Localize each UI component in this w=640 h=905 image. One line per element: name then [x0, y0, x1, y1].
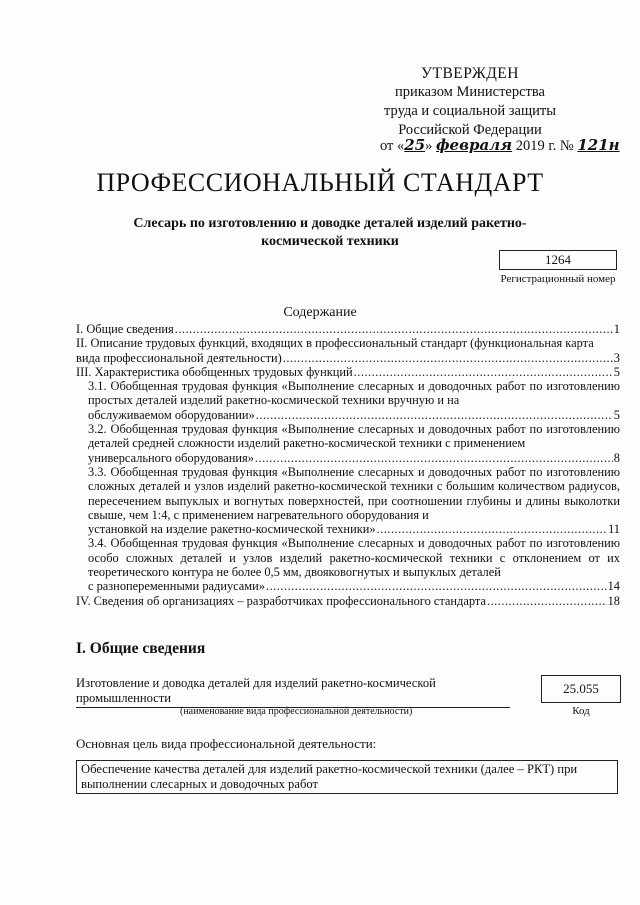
- toc-leader: [255, 451, 613, 465]
- section-heading: I. Общие сведения: [76, 640, 206, 657]
- toc-leader: [256, 408, 613, 422]
- order-line: [380, 136, 620, 155]
- approval-heading: УТВЕРЖДЕН: [421, 65, 519, 82]
- toc-leader: [283, 351, 613, 365]
- toc-page: 5: [613, 407, 620, 422]
- order-mid: »: [425, 138, 433, 154]
- approval-line-3: Российской Федерации: [398, 122, 542, 138]
- document-title: ПРОФЕССИОНАЛЬНЫЙ СТАНДАРТ: [96, 168, 544, 197]
- toc-leader: [266, 579, 607, 593]
- goal-box: Обеспечение качества деталей для изделий ракетно-космической техники (далее – РКТ) при выполнении слесарных и доводочных работ: [76, 760, 618, 794]
- toc-entry-text: 3.1. Обобщенная трудовая функция «Выполнение слесарных и доводочных работ по изготовлению простых деталей изделий ракетно-космической техники вручную и на: [88, 379, 620, 408]
- toc-entry-text: универсального оборудования»: [88, 450, 254, 465]
- toc-page: 5: [613, 364, 620, 379]
- toc-entry[interactable]: [76, 465, 620, 536]
- order-year: 2019 г. №: [515, 138, 574, 154]
- toc-entry-text: с разнопеременными радиусами»: [88, 579, 265, 594]
- toc-entry[interactable]: [76, 536, 620, 593]
- toc-entry-text: III. Характеристика обобщенных трудовых функций: [76, 364, 353, 379]
- toc-page: 3: [613, 350, 620, 365]
- activity-kind-caption: (наименование вида профессиональной деятельности): [180, 706, 413, 717]
- toc-entry[interactable]: [76, 379, 620, 422]
- registration-label: Регистрационный номер: [500, 273, 616, 285]
- toc-entry-text: 3.2. Обобщенная трудовая функция «Выполнение слесарных и доводочных работ по изготовлению деталей средней сложности изделий ракетно-космической техники с применением: [88, 422, 620, 451]
- toc-page: 8: [613, 450, 620, 465]
- toc-page: 1: [613, 322, 620, 336]
- order-month: февраля: [436, 136, 513, 154]
- toc-leader: [175, 322, 613, 336]
- toc-page: 11: [608, 522, 620, 537]
- toc-entry-text: 3.3. Обобщенная трудовая функция «Выполнение слесарных и доводочных работ по изготовлению сложных деталей и узлов изделий ракетно-космической техники с большим количеством радиусов, пересечением выпуклых и вогнутых поверхностей, при соотношении глубины и длины выколотки свыше, чем 1:4, с применением нагревательного оборудования и: [88, 464, 620, 522]
- toc-leader: [487, 594, 607, 608]
- approval-block: [360, 64, 580, 140]
- toc-title: Содержание: [283, 305, 357, 320]
- toc-entry-text: II. Описание трудовых функций, входящих в профессиональный стандарт (функциональная карта: [76, 336, 594, 351]
- order-day: 25: [404, 136, 426, 154]
- activity-code-box: 25.055: [541, 675, 621, 703]
- toc-entry-text: обслуживаемом оборудовании»: [88, 407, 255, 422]
- toc-leader: [354, 365, 613, 379]
- toc-page: 14: [607, 579, 620, 594]
- registration-number-box: 1264: [499, 250, 617, 270]
- activity-code-caption: Код: [572, 705, 590, 717]
- order-number: 121н: [577, 136, 620, 154]
- activity-kind-field: Изготовление и доводка деталей для изделий ракетно-космической промышленности: [76, 676, 510, 708]
- toc-entry-text: IV. Сведения об организациях – разработчиках профессионального стандарта: [76, 593, 486, 608]
- toc-entry[interactable]: [76, 594, 620, 608]
- goal-label: Основная цель вида профессиональной деятельности:: [76, 736, 377, 751]
- toc-entry[interactable]: [76, 322, 620, 336]
- toc-entry-text: установкой на изделие ракетно-космической техники»: [88, 522, 376, 537]
- approval-line-1: приказом Министерства: [395, 84, 545, 100]
- toc-entry-text: 3.4. Обобщенная трудовая функция «Выполнение слесарных и доводочных работ по изготовлению особо сложных деталей и узлов изделий ракетно-космической техники с отклонением от их теоретического контура не более 0,5 мм, двояковогнутых и выпуклых деталей: [88, 536, 620, 580]
- approval-line-2: труда и социальной защиты: [384, 103, 556, 119]
- toc-page: 18: [607, 593, 620, 608]
- toc-entry[interactable]: [76, 336, 620, 365]
- toc-entry-text: вида профессиональной деятельности): [76, 350, 282, 365]
- toc-entry-text: I. Общие сведения: [76, 322, 174, 336]
- toc-entry[interactable]: [76, 365, 620, 379]
- table-of-contents: [76, 322, 620, 608]
- toc-entry[interactable]: [76, 422, 620, 465]
- toc-leader: [377, 522, 608, 536]
- document-subtitle: Слесарь по изготовлению и доводке деталей изделий ракетно-космической техники: [133, 216, 527, 249]
- order-prefix: от «: [380, 138, 405, 154]
